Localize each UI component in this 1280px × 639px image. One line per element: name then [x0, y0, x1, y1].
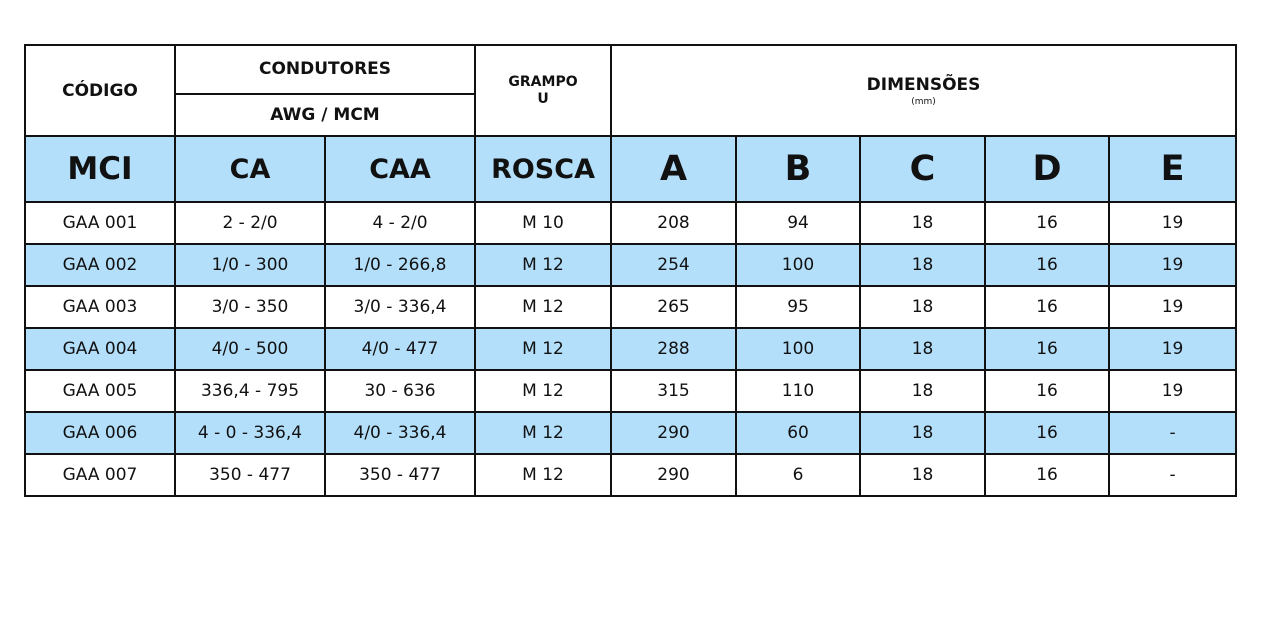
cell-caa: 350 - 477 — [325, 454, 475, 496]
cell-rosca: M 12 — [475, 244, 611, 286]
cell-b: 100 — [736, 328, 860, 370]
cell-c: 18 — [860, 286, 985, 328]
table-row — [25, 370, 1236, 412]
header-codigo: CÓDIGO — [25, 45, 175, 136]
cell-a: 208 — [611, 202, 736, 244]
header-grampo-line2: U — [537, 90, 549, 107]
table-row — [25, 328, 1236, 370]
table-row — [25, 244, 1236, 286]
subheader-c: C — [860, 136, 985, 202]
cell-e: 19 — [1109, 202, 1236, 244]
cell-mci: GAA 001 — [25, 202, 175, 244]
subheader-row — [25, 136, 1236, 202]
cell-d: 16 — [985, 370, 1109, 412]
header-dimensoes — [611, 45, 1236, 136]
cell-caa: 3/0 - 336,4 — [325, 286, 475, 328]
header-awg-mcm: AWG / MCM — [175, 94, 475, 136]
cell-ca: 4/0 - 500 — [175, 328, 325, 370]
cell-e: - — [1109, 454, 1236, 496]
cell-caa: 4 - 2/0 — [325, 202, 475, 244]
cell-mci: GAA 002 — [25, 244, 175, 286]
table-row — [25, 412, 1236, 454]
cell-b: 60 — [736, 412, 860, 454]
cell-b: 110 — [736, 370, 860, 412]
cell-caa: 1/0 - 266,8 — [325, 244, 475, 286]
header-dimensoes-unit: (mm) — [911, 96, 936, 107]
cell-c: 18 — [860, 412, 985, 454]
cell-a: 254 — [611, 244, 736, 286]
cell-a: 290 — [611, 454, 736, 496]
cell-b: 94 — [736, 202, 860, 244]
cell-caa: 4/0 - 336,4 — [325, 412, 475, 454]
cell-c: 18 — [860, 202, 985, 244]
cell-rosca: M 12 — [475, 370, 611, 412]
cell-b: 95 — [736, 286, 860, 328]
cell-a: 288 — [611, 328, 736, 370]
subheader-ca: CA — [175, 136, 325, 202]
cell-e: 19 — [1109, 370, 1236, 412]
cell-mci: GAA 006 — [25, 412, 175, 454]
cell-mci: GAA 003 — [25, 286, 175, 328]
header-dimensoes-label: DIMENSÕES — [866, 74, 981, 95]
cell-a: 265 — [611, 286, 736, 328]
subheader-e: E — [1109, 136, 1236, 202]
header-condutores: CONDUTORES — [175, 45, 475, 94]
cell-mci: GAA 007 — [25, 454, 175, 496]
cell-e: 19 — [1109, 244, 1236, 286]
cell-d: 16 — [985, 454, 1109, 496]
subheader-rosca: ROSCA — [475, 136, 611, 202]
table-row — [25, 286, 1236, 328]
cell-c: 18 — [860, 328, 985, 370]
cell-d: 16 — [985, 202, 1109, 244]
subheader-a: A — [611, 136, 736, 202]
cell-caa: 4/0 - 477 — [325, 328, 475, 370]
table-row — [25, 202, 1236, 244]
cell-c: 18 — [860, 244, 985, 286]
cell-rosca: M 12 — [475, 328, 611, 370]
header-grampo — [475, 45, 611, 136]
subheader-d: D — [985, 136, 1109, 202]
cell-caa: 30 - 636 — [325, 370, 475, 412]
cell-ca: 3/0 - 350 — [175, 286, 325, 328]
cell-e: - — [1109, 412, 1236, 454]
cell-a: 315 — [611, 370, 736, 412]
cell-c: 18 — [860, 454, 985, 496]
cell-b: 6 — [736, 454, 860, 496]
cell-rosca: M 12 — [475, 454, 611, 496]
cell-d: 16 — [985, 328, 1109, 370]
cell-b: 100 — [736, 244, 860, 286]
cell-ca: 336,4 - 795 — [175, 370, 325, 412]
cell-ca: 350 - 477 — [175, 454, 325, 496]
cell-ca: 4 - 0 - 336,4 — [175, 412, 325, 454]
cell-rosca: M 10 — [475, 202, 611, 244]
cell-mci: GAA 005 — [25, 370, 175, 412]
cell-ca: 2 - 2/0 — [175, 202, 325, 244]
header-grampo-line1: GRAMPO — [508, 73, 578, 90]
subheader-b: B — [736, 136, 860, 202]
cell-rosca: M 12 — [475, 412, 611, 454]
cell-ca: 1/0 - 300 — [175, 244, 325, 286]
subheader-mci: MCI — [25, 136, 175, 202]
cell-e: 19 — [1109, 328, 1236, 370]
cell-e: 19 — [1109, 286, 1236, 328]
spec-table — [24, 44, 1237, 497]
table-row — [25, 454, 1236, 496]
cell-mci: GAA 004 — [25, 328, 175, 370]
cell-d: 16 — [985, 244, 1109, 286]
cell-a: 290 — [611, 412, 736, 454]
cell-d: 16 — [985, 286, 1109, 328]
cell-c: 18 — [860, 370, 985, 412]
cell-rosca: M 12 — [475, 286, 611, 328]
cell-d: 16 — [985, 412, 1109, 454]
subheader-caa: CAA — [325, 136, 475, 202]
